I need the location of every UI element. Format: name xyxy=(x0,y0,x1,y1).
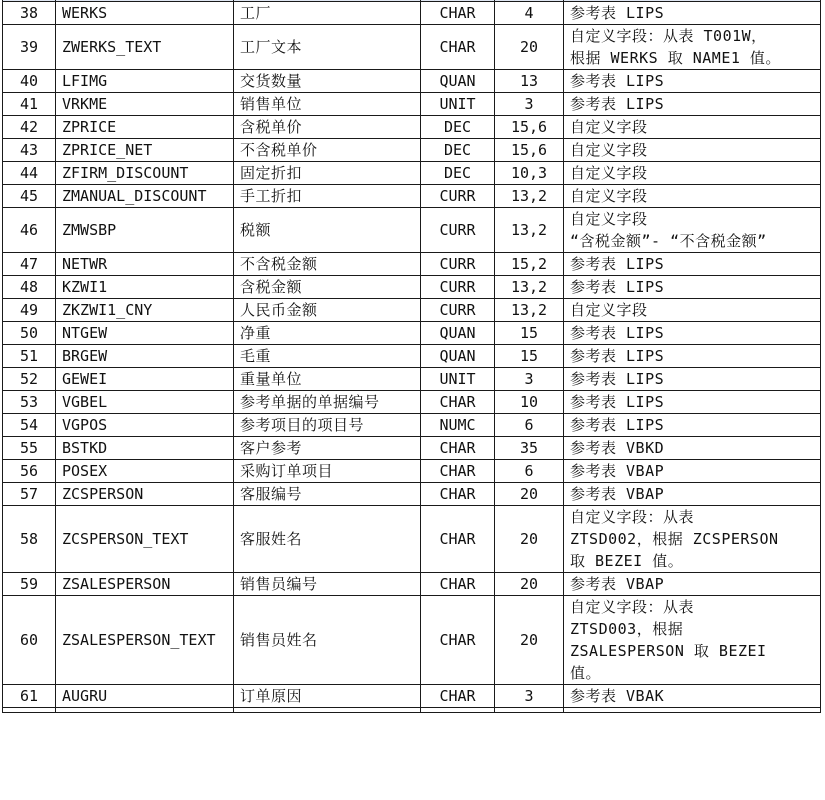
field-description: 客服姓名 xyxy=(234,506,421,573)
row-number: 55 xyxy=(3,437,56,460)
table-row xyxy=(3,25,821,70)
field-name: ZMANUAL_DISCOUNT xyxy=(56,185,234,208)
row-number: 51 xyxy=(3,345,56,368)
field-name: ZSALESPERSON_TEXT xyxy=(56,596,234,685)
remark-cell xyxy=(564,414,821,437)
data-type: CURR xyxy=(421,208,495,253)
field-name: ZFIRM_DISCOUNT xyxy=(56,162,234,185)
field-length: 13,2 xyxy=(495,185,564,208)
remark-cell xyxy=(564,185,821,208)
remark-line: 自定义字段：从表 xyxy=(570,598,695,616)
table-row xyxy=(3,185,821,208)
row-number: 58 xyxy=(3,506,56,573)
table-row xyxy=(3,2,821,25)
remark-line: 参考表 VBAP xyxy=(570,485,665,503)
data-type: CHAR xyxy=(421,25,495,70)
data-type: CHAR xyxy=(421,685,495,708)
table-row xyxy=(3,391,821,414)
field-name: VGPOS xyxy=(56,414,234,437)
data-type: CHAR xyxy=(421,506,495,573)
remark-line: 参考表 LIPS xyxy=(570,95,665,113)
field-description: 毛重 xyxy=(234,345,421,368)
table-row xyxy=(3,322,821,345)
field-length: 15,6 xyxy=(495,139,564,162)
field-description: 工厂 xyxy=(234,2,421,25)
field-name: KZWI1 xyxy=(56,276,234,299)
table-row xyxy=(3,299,821,322)
field-description: 销售单位 xyxy=(234,93,421,116)
data-type: NUMC xyxy=(421,414,495,437)
field-description: 人民币金额 xyxy=(234,299,421,322)
remark-line: “含税金额”- “不含税金额” xyxy=(570,232,767,250)
row-number: 47 xyxy=(3,253,56,276)
row-number: 53 xyxy=(3,391,56,414)
field-length: 4 xyxy=(495,2,564,25)
data-type: CHAR xyxy=(421,437,495,460)
field-length: 20 xyxy=(495,506,564,573)
remark-cell xyxy=(564,368,821,391)
data-type: QUAN xyxy=(421,345,495,368)
row-number: 41 xyxy=(3,93,56,116)
field-name: GEWEI xyxy=(56,368,234,391)
field-name: BSTKD xyxy=(56,437,234,460)
data-type: CHAR xyxy=(421,460,495,483)
field-name: ZPRICE xyxy=(56,116,234,139)
remark-cell xyxy=(564,208,821,253)
field-name: LFIMG xyxy=(56,70,234,93)
field-length: 6 xyxy=(495,414,564,437)
field-description: 固定折扣 xyxy=(234,162,421,185)
field-name: BRGEW xyxy=(56,345,234,368)
remark-line: 参考表 VBAK xyxy=(570,687,665,705)
row-number: 50 xyxy=(3,322,56,345)
remark-cell xyxy=(564,437,821,460)
row-number: 44 xyxy=(3,162,56,185)
remark-cell xyxy=(564,460,821,483)
field-name: VGBEL xyxy=(56,391,234,414)
table-row xyxy=(3,506,821,573)
table-row xyxy=(3,596,821,685)
remark-line: 参考表 LIPS xyxy=(570,416,665,434)
field-name: ZKZWI1_CNY xyxy=(56,299,234,322)
remark-cell xyxy=(564,596,821,685)
table-row xyxy=(3,116,821,139)
table-row xyxy=(3,483,821,506)
row-number: 57 xyxy=(3,483,56,506)
field-length: 6 xyxy=(495,460,564,483)
remark-cell xyxy=(564,2,821,25)
remark-cell xyxy=(564,345,821,368)
table-row xyxy=(3,93,821,116)
data-type: CURR xyxy=(421,185,495,208)
remark-cell xyxy=(564,391,821,414)
row-number: 60 xyxy=(3,596,56,685)
field-length: 20 xyxy=(495,573,564,596)
field-name: VRKME xyxy=(56,93,234,116)
field-length: 20 xyxy=(495,25,564,70)
remark-cell xyxy=(564,276,821,299)
remark-line: 参考表 VBAP xyxy=(570,462,665,480)
row-number: 38 xyxy=(3,2,56,25)
field-description: 销售员姓名 xyxy=(234,596,421,685)
remark-line: 参考表 VBKD xyxy=(570,439,665,457)
table-row xyxy=(3,162,821,185)
remark-cell xyxy=(564,139,821,162)
table-row xyxy=(3,685,821,708)
field-name: ZPRICE_NET xyxy=(56,139,234,162)
field-spec-table xyxy=(2,0,821,713)
row-number: 56 xyxy=(3,460,56,483)
table-row xyxy=(3,70,821,93)
field-name: POSEX xyxy=(56,460,234,483)
data-type: CHAR xyxy=(421,596,495,685)
remark-line: ZTSD003，根据 xyxy=(570,620,684,638)
row-number: 54 xyxy=(3,414,56,437)
remark-cell xyxy=(564,685,821,708)
field-description: 参考单据的单据编号 xyxy=(234,391,421,414)
field-length: 20 xyxy=(495,483,564,506)
row-number: 43 xyxy=(3,139,56,162)
remark-line: 自定义字段 xyxy=(570,141,648,159)
field-length: 13 xyxy=(495,70,564,93)
field-name: ZCSPERSON_TEXT xyxy=(56,506,234,573)
field-description: 手工折扣 xyxy=(234,185,421,208)
field-description: 净重 xyxy=(234,322,421,345)
field-length: 13,2 xyxy=(495,276,564,299)
remark-line: 参考表 VBAP xyxy=(570,575,665,593)
field-description: 采购订单项目 xyxy=(234,460,421,483)
field-length: 20 xyxy=(495,596,564,685)
table-row xyxy=(3,276,821,299)
field-description: 客服编号 xyxy=(234,483,421,506)
field-description: 订单原因 xyxy=(234,685,421,708)
field-length: 3 xyxy=(495,685,564,708)
remark-line: 取 BEZEI 值。 xyxy=(570,552,684,570)
table-row xyxy=(3,139,821,162)
remark-cell xyxy=(564,93,821,116)
field-length: 35 xyxy=(495,437,564,460)
field-description: 客户参考 xyxy=(234,437,421,460)
row-number: 45 xyxy=(3,185,56,208)
field-name: NTGEW xyxy=(56,322,234,345)
remark-cell xyxy=(564,162,821,185)
data-type: UNIT xyxy=(421,368,495,391)
table-row xyxy=(3,414,821,437)
remark-cell xyxy=(564,299,821,322)
row-number: 46 xyxy=(3,208,56,253)
field-length: 10,3 xyxy=(495,162,564,185)
remark-line: 自定义字段 xyxy=(570,118,648,136)
field-length: 3 xyxy=(495,93,564,116)
remark-cell xyxy=(564,322,821,345)
field-description: 交货数量 xyxy=(234,70,421,93)
table-row xyxy=(3,208,821,253)
row-number: 61 xyxy=(3,685,56,708)
data-type: CHAR xyxy=(421,483,495,506)
table-row xyxy=(3,345,821,368)
remark-cell xyxy=(564,506,821,573)
field-description: 工厂文本 xyxy=(234,25,421,70)
data-type: UNIT xyxy=(421,93,495,116)
field-length: 15 xyxy=(495,322,564,345)
field-description: 参考项目的项目号 xyxy=(234,414,421,437)
table-row xyxy=(3,253,821,276)
data-type: DEC xyxy=(421,116,495,139)
data-type: DEC xyxy=(421,162,495,185)
field-description: 重量单位 xyxy=(234,368,421,391)
remark-cell xyxy=(564,116,821,139)
table-row xyxy=(3,368,821,391)
remark-line: 参考表 LIPS xyxy=(570,370,665,388)
remark-line: 参考表 LIPS xyxy=(570,4,665,22)
field-description: 税额 xyxy=(234,208,421,253)
field-name: ZSALESPERSON xyxy=(56,573,234,596)
remark-line: ZTSD002，根据 ZCSPERSON xyxy=(570,530,779,548)
row-number: 52 xyxy=(3,368,56,391)
remark-line: 根据 WERKS 取 NAME1 值。 xyxy=(570,49,781,67)
field-description: 含税金额 xyxy=(234,276,421,299)
data-type: CURR xyxy=(421,276,495,299)
data-type: QUAN xyxy=(421,322,495,345)
remark-line: 参考表 LIPS xyxy=(570,255,665,273)
field-description: 含税单价 xyxy=(234,116,421,139)
remark-line: 自定义字段：从表 xyxy=(570,508,695,526)
remark-line: 参考表 LIPS xyxy=(570,278,665,296)
field-length: 10 xyxy=(495,391,564,414)
data-type: CHAR xyxy=(421,391,495,414)
field-name: ZCSPERSON xyxy=(56,483,234,506)
data-type: CHAR xyxy=(421,573,495,596)
table-row xyxy=(3,573,821,596)
remark-line: 参考表 LIPS xyxy=(570,72,665,90)
remark-cell xyxy=(564,25,821,70)
table-row xyxy=(3,437,821,460)
field-length: 15,2 xyxy=(495,253,564,276)
remark-line: 参考表 LIPS xyxy=(570,393,665,411)
field-name: ZMWSBP xyxy=(56,208,234,253)
field-length: 15,6 xyxy=(495,116,564,139)
field-name: ZWERKS_TEXT xyxy=(56,25,234,70)
data-type: CURR xyxy=(421,253,495,276)
remark-line: 参考表 LIPS xyxy=(570,324,665,342)
remark-line: 自定义字段 xyxy=(570,210,648,228)
field-spec-body xyxy=(3,0,821,713)
remark-line: 值。 xyxy=(570,664,602,682)
row-number: 42 xyxy=(3,116,56,139)
table-row xyxy=(3,460,821,483)
data-type: CURR xyxy=(421,299,495,322)
field-length: 3 xyxy=(495,368,564,391)
data-type: DEC xyxy=(421,139,495,162)
field-length: 13,2 xyxy=(495,208,564,253)
remark-line: 自定义字段 xyxy=(570,164,648,182)
row-number: 39 xyxy=(3,25,56,70)
remark-line: ZSALESPERSON 取 BEZEI xyxy=(570,642,767,660)
remark-line: 自定义字段 xyxy=(570,301,648,319)
row-number: 48 xyxy=(3,276,56,299)
field-name: WERKS xyxy=(56,2,234,25)
remark-cell xyxy=(564,573,821,596)
field-name: AUGRU xyxy=(56,685,234,708)
remark-line: 自定义字段 xyxy=(570,187,648,205)
remark-cell xyxy=(564,483,821,506)
remark-line: 参考表 LIPS xyxy=(570,347,665,365)
field-name: NETWR xyxy=(56,253,234,276)
field-length: 15 xyxy=(495,345,564,368)
remark-line: 自定义字段：从表 T001W， xyxy=(570,27,767,45)
field-description: 不含税单价 xyxy=(234,139,421,162)
row-number: 49 xyxy=(3,299,56,322)
row-number: 59 xyxy=(3,573,56,596)
data-type: CHAR xyxy=(421,2,495,25)
data-type: QUAN xyxy=(421,70,495,93)
field-description: 销售员编号 xyxy=(234,573,421,596)
row-number: 40 xyxy=(3,70,56,93)
table-row-partial xyxy=(3,708,821,713)
remark-cell xyxy=(564,253,821,276)
remark-cell xyxy=(564,70,821,93)
field-length: 13,2 xyxy=(495,299,564,322)
field-description: 不含税金额 xyxy=(234,253,421,276)
